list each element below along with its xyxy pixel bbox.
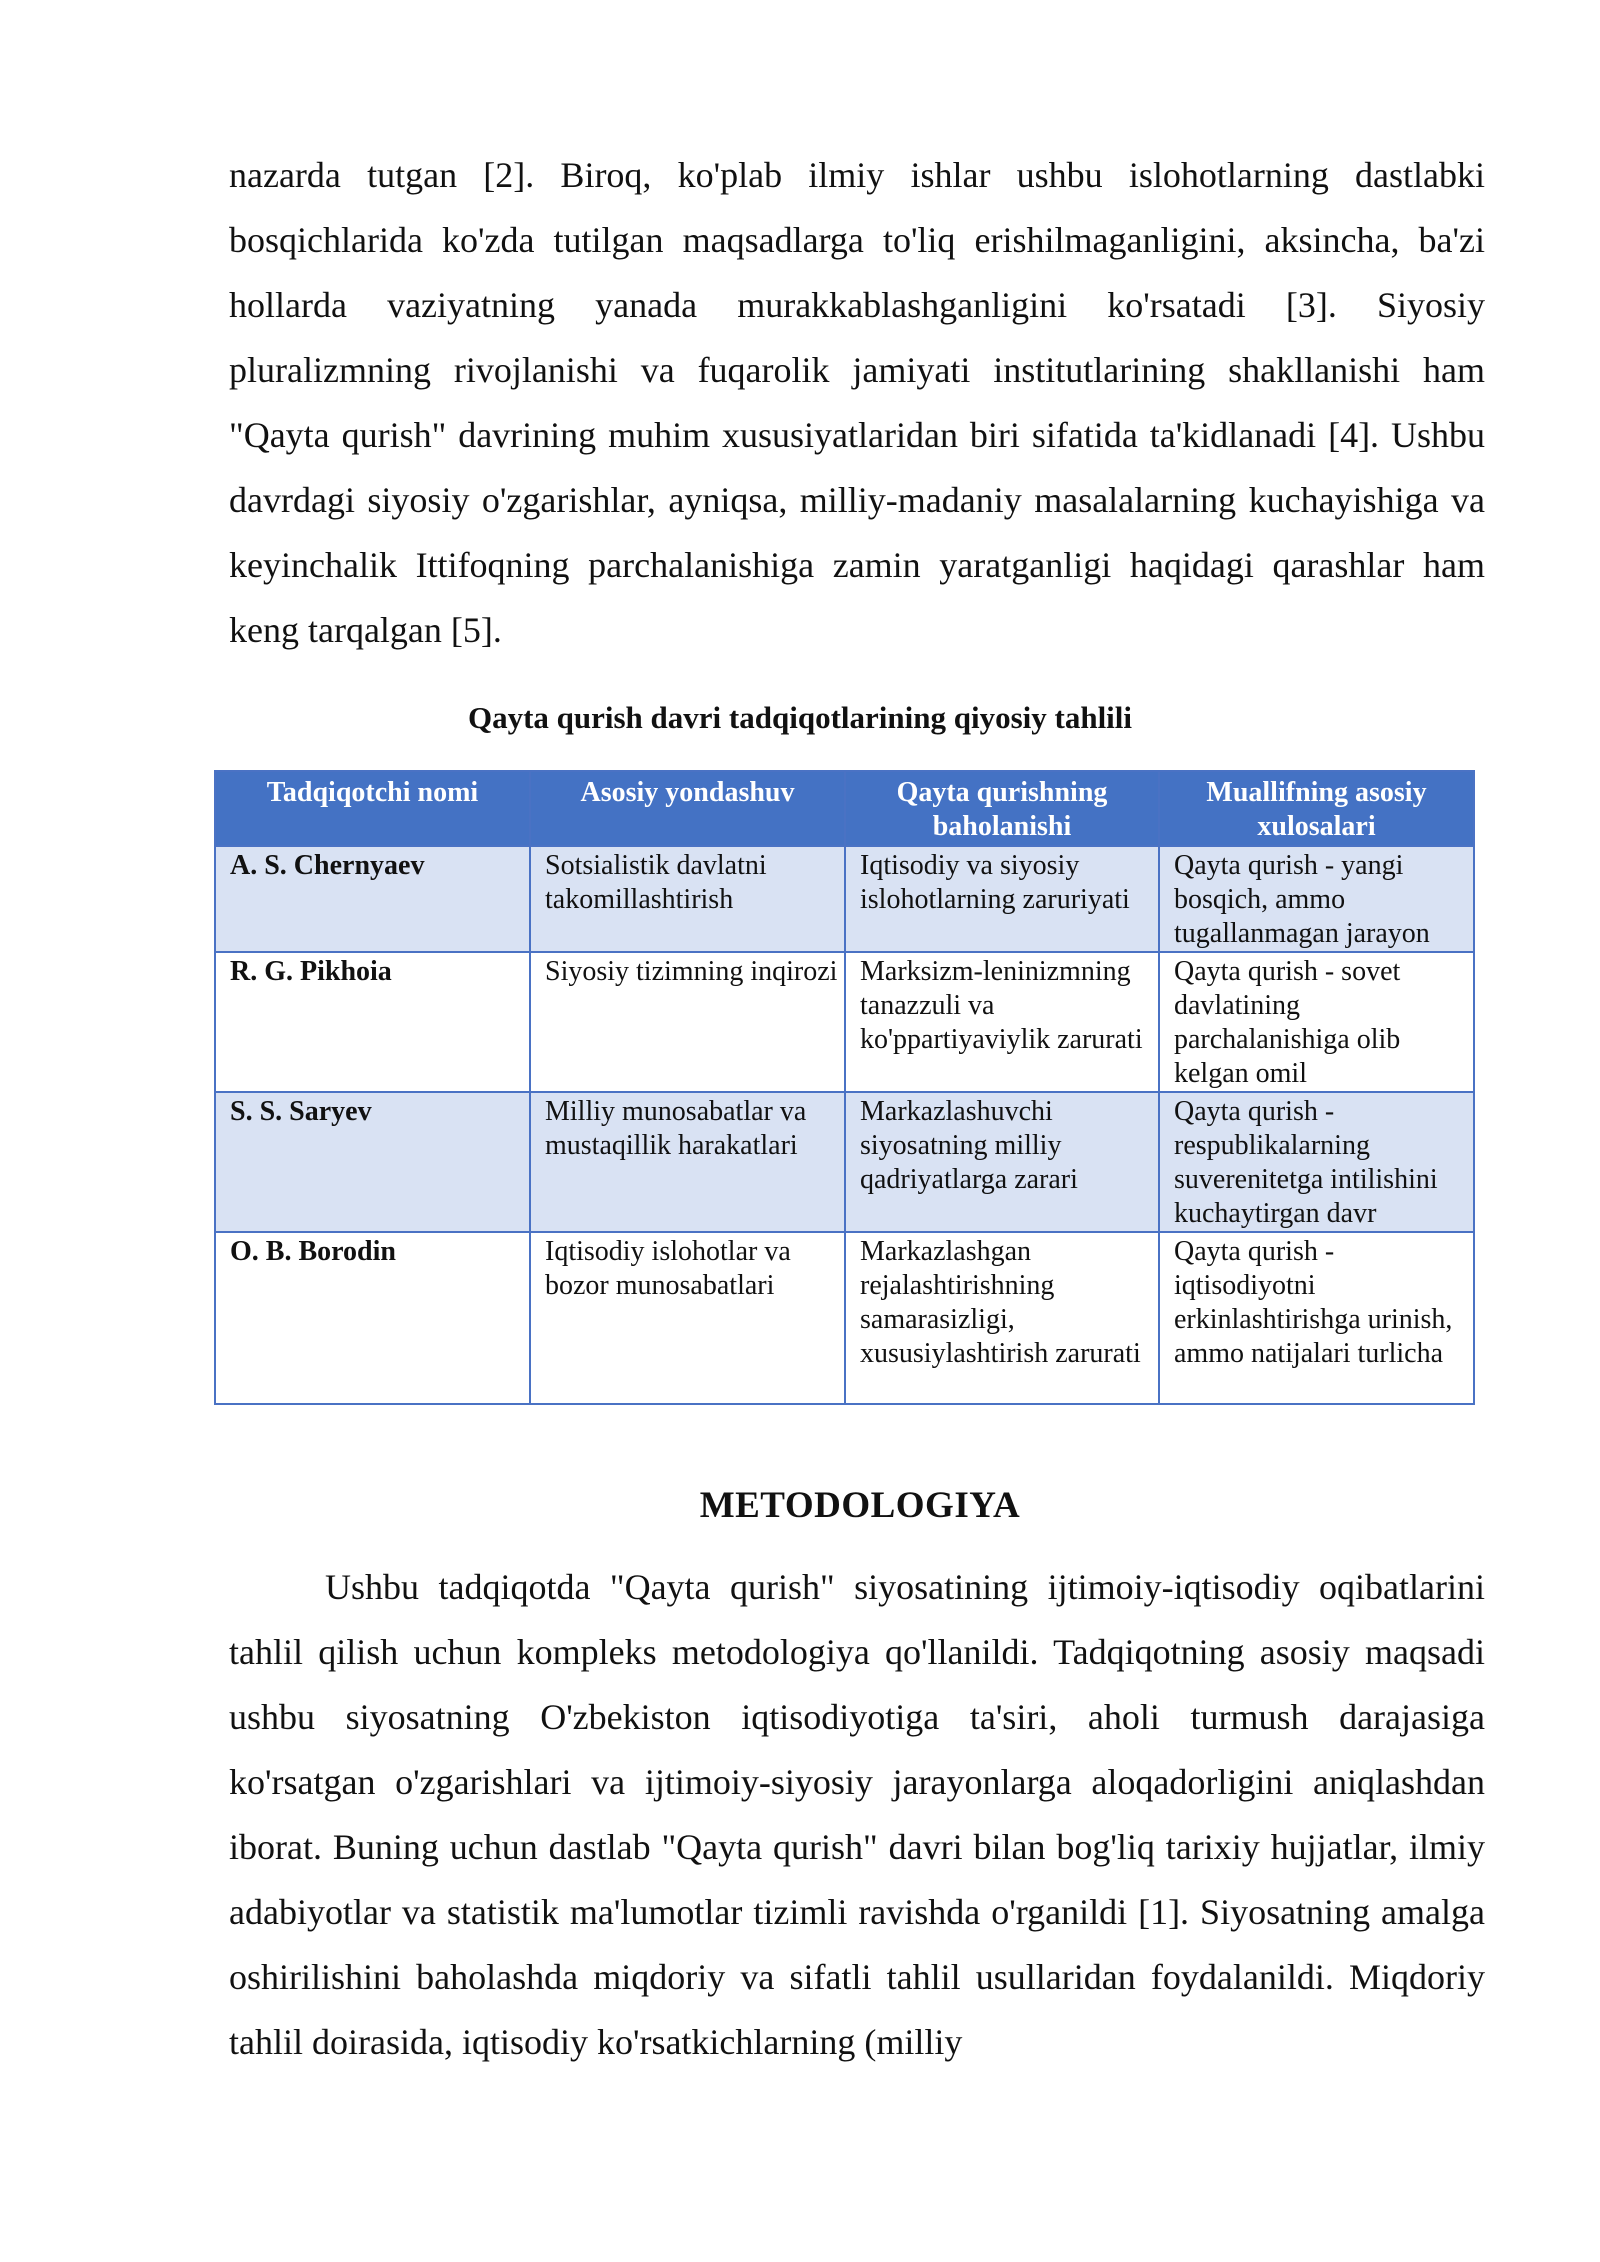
cell-assessment: Markazlashgan rejalashtirishning samarasizligi, xususiylashtirish zarurati <box>845 1232 1159 1404</box>
cell-researcher: R. G. Pikhoia <box>215 952 530 1092</box>
header-researcher-name: Tadqiqotchi nomi <box>215 771 530 846</box>
cell-assessment: Marksizm-leninizmning tanazzuli va ko'ppartiyaviylik zarurati <box>845 952 1159 1092</box>
cell-conclusion: Qayta qurish - respublikalarning suverenitetga intilishini kuchaytirgan davr <box>1159 1092 1474 1232</box>
table-caption: Qayta qurish davri tadqiqotlarining qiyosiy tahlili <box>467 700 1133 735</box>
cell-researcher: A. S. Chernyaev <box>215 846 530 952</box>
header-author-conclusions: Muallifning asosiy xulosalari <box>1159 771 1474 846</box>
cell-approach: Sotsialistik davlatni takomillashtirish <box>530 846 845 952</box>
section-heading: METODOLOGIYA <box>699 1485 1021 1526</box>
cell-approach: Milliy munosabatlar va mustaqillik harakatlari <box>530 1092 845 1232</box>
header-assessment: Qayta qurishning baholanishi <box>845 771 1159 846</box>
cell-approach: Iqtisodiy islohotlar va bozor munosabatlari <box>530 1232 845 1404</box>
table-row <box>215 846 1474 952</box>
cell-researcher: S. S. Saryev <box>215 1092 530 1232</box>
body-paragraph-intro: nazarda tutgan [2]. Biroq, ko'plab ilmiy ishlar ushbu islohotlarning dastlabki bosqichlarida ko'zda tutilgan maqsadlarga to'liq erishilmaganligini, aksincha, ba'zi hollarda vaziyatning yanada murakkablashganligini ko'rsatadi [3]. Siyosiy pluralizmning rivojlanishi va fuqarolik jamiyati institutlarining shakllanishi ham "Qayta qurish" davrining muhim xususiyatlaridan biri sifatida ta'kidlanadi [4]. Ushbu davrdagi siyosiy o'zgarishlar, ayniqsa, milliy-madaniy masalalarning kuchayishiga va keyinchalik Ittifoqning parchalanishiga zamin yaratganligi haqidagi qarashlar ham keng tarqalgan [5]. <box>229 155 1485 650</box>
cell-researcher: O. B. Borodin <box>215 1232 530 1404</box>
cell-approach: Siyosiy tizimning inqirozi <box>530 952 845 1092</box>
cell-conclusion: Qayta qurish - yangi bosqich, ammo tugallanmagan jarayon <box>1159 846 1474 952</box>
table-header-row <box>215 771 1474 846</box>
body-paragraph-methodology: Ushbu tadqiqotda "Qayta qurish" siyosatining ijtimoiy-iqtisodiy oqibatlarini tahlil qilish uchun kompleks metodologiya qo'llanildi. Tadqiqotning asosiy maqsadi ushbu siyosatning O'zbekiston iqtisodiyotiga ta'siri, aholi turmush darajasiga ko'rsatgan o'zgarishlari va ijtimoiy-siyosiy jarayonlarga aloqadorligini aniqlashdan iborat. Buning uchun dastlab "Qayta qurish" davri bilan bog'liq tarixiy hujjatlar, ilmiy adabiyotlar va statistik ma'lumotlar tizimli ravishda o'rganildi [1]. Siyosatning amalga oshirilishini baholashda miqdoriy va sifatli tahlil usullaridan foydalanildi. Miqdoriy tahlil doirasida, iqtisodiy ko'rsatkichlarning (milliy <box>229 1567 1485 2062</box>
cell-conclusion: Qayta qurish - iqtisodiyotni erkinlashtirishga urinish, ammo natijalari turlicha <box>1159 1232 1474 1404</box>
cell-assessment: Markazlashuvchi siyosatning milliy qadriyatlarga zarari <box>845 1092 1159 1232</box>
cell-conclusion: Qayta qurish - sovet davlatining parchalanishiga olib kelgan omil <box>1159 952 1474 1092</box>
cell-assessment: Iqtisodiy va siyosiy islohotlarning zaruriyati <box>845 846 1159 952</box>
comparison-table <box>214 770 1473 1405</box>
table-row <box>215 1232 1474 1404</box>
table-row <box>215 1092 1474 1232</box>
header-main-approach: Asosiy yondashuv <box>530 771 845 846</box>
table-row <box>215 952 1474 1092</box>
